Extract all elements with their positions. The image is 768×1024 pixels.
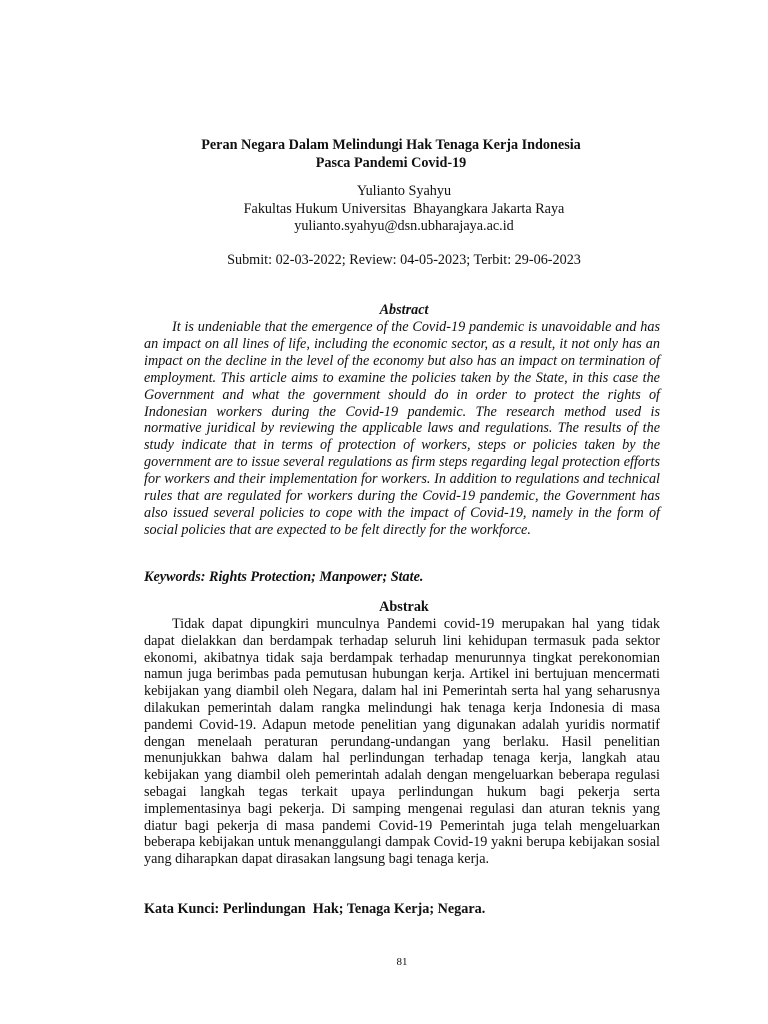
page-number: 81 bbox=[396, 956, 408, 968]
paper-title-line-2: Pasca Pandemi Covid-19 bbox=[315, 155, 467, 171]
paper-title-line-1: Peran Negara Dalam Melindungi Hak Tenaga Kerja Indonesia bbox=[201, 137, 581, 153]
paper-title bbox=[0, 136, 768, 172]
abstrak-heading: Abstrak bbox=[379, 599, 429, 615]
abstract-text: It is undeniable that the emergence of the Covid-19 pandemic is unavoidable and has an impact on all lines of life, including the economic sector, as a result, it not only has an impact on the decline in the level of the economy but also has an impact on termination of employment. This article aims to examine the policies taken by the State, in this case the Government and what the government should do in order to protect the rights of Indonesian workers during the Covid-19 pandemic. The research method used is normative juridical by reviewing the applicable laws and regulations. The results of the study indicate that in terms of protection of workers, steps or policies taken by the government are to issue several regulations as firm steps regarding legal protection efforts for workers and their implementation for workers. In addition to regulations and technical rules that are regulated for workers during the Covid-19 pandemic, the Government has also issued several policies to cope with the impact of Covid-19, namely in the form of social policies that are expected to be felt directly for the workforce. bbox=[144, 319, 660, 538]
author-name: Yulianto Syahyu bbox=[356, 183, 452, 199]
abstrak-text: Tidak dapat dipungkiri munculnya Pandemi covid-19 merupakan hal yang tidak dapat dielakkan dan berdampak terhadap seluruh lini kehidupan termasuk pada sektor ekonomi, akibatnya tidak saja berdampak terhadap menurunnya tingkat perekonomian namun juga berimbas pada pemutusan hubungan kerja. Artikel ini bertujuan mencermati kebijakan yang diambil oleh Negara, dalam hal ini Pemerintah serta hal yang seharusnya dilakukan pemerintah dalam rangka melindungi hak tenaga kerja Indonesia di masa pandemi Covid-19. Adapun metode penelitian yang digunakan adalah yuridis normatif dengan menelaah peraturan perundang-undangan yang berlaku. Hasil penelitian menunjukkan bahwa dalam hal perlindungan terhadap tenaga kerja, langkah atau kebijakan yang diambil oleh pemerintah adalah dengan mengeluarkan beberapa regulasi sebagai langkah tegas terkait upaya perlindungan hukum bagi pekerja serta implementasinya bagi pekerja. Di samping mengenai regulasi dan aturan teknis yang diatur bagi pekerja di masa pandemi Covid-19 Pemerintah juga telah mengeluarkan beberapa kebijakan untuk menanggulangi dampak Covid-19 yakni berupa kebijakan sosial yang diharapkan dapat dirasakan langsung bagi tenaga kerja. bbox=[144, 616, 660, 868]
author-affiliation: Fakultas Hukum Universitas Bhayangkara Jakarta Raya bbox=[243, 200, 565, 217]
abstract-heading: Abstract bbox=[379, 302, 429, 318]
keywords-english: Keywords: Rights Protection; Manpower; State. bbox=[144, 569, 424, 585]
author-block bbox=[0, 183, 768, 236]
submission-dates: Submit: 02-03-2022; Review: 04-05-2023; Terbit: 29-06-2023 bbox=[227, 252, 581, 268]
keywords-indonesian: Kata Kunci: Perlindungan Hak; Tenaga Kerja; Negara. bbox=[144, 901, 486, 917]
author-email: yulianto.syahyu@dsn.ubharajaya.ac.id bbox=[294, 218, 514, 234]
